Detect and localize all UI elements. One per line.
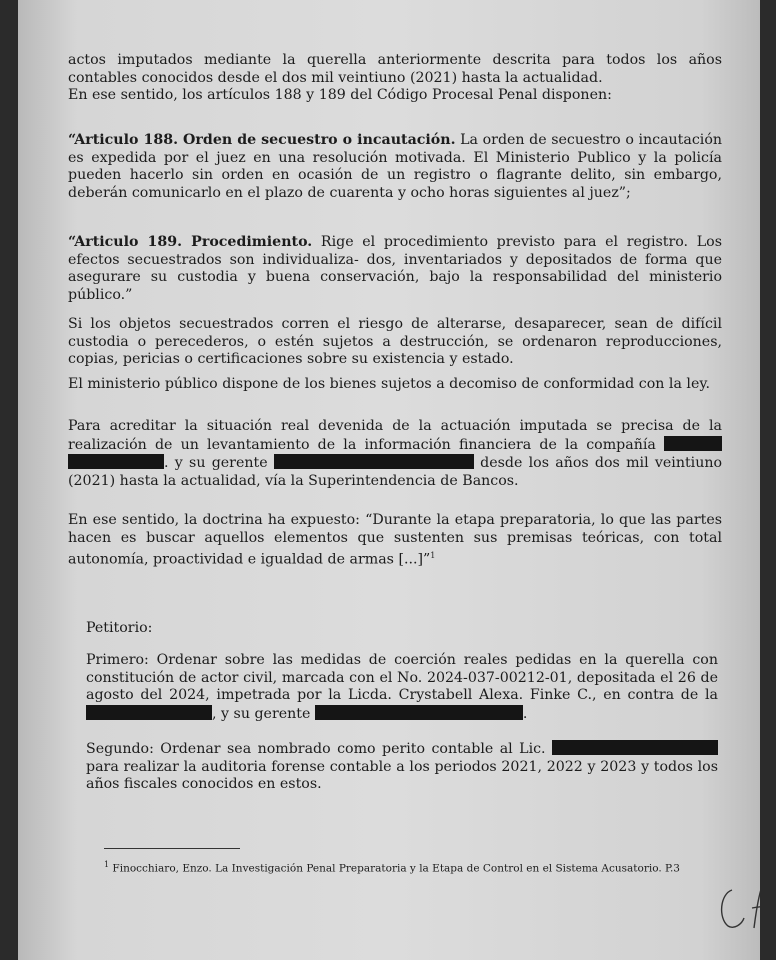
petitorio-heading: Petitorio:	[86, 620, 153, 636]
paragraph-riesgo: Si los objetos secuestrados corren el riesgo de alterarse, desaparecer, sean de difícil custodia o perecederos, o estén sujetos a destrucción, se ordenaron reproducciones, copias, pericias o certificaciones sobre su existencia y estado.	[68, 316, 722, 367]
footnote-number: 1	[104, 860, 110, 869]
segundo-text-b: para realizar la auditoria forense contable a los periodos 2021, 2022 y 2023 y todos los años fiscales conocidos en estos.	[86, 758, 718, 792]
article-189-body: Rige el procedimiento previsto para el registro. Los efectos secuestrados son individualiza- dos, inventariados y depositados de forma que asegurare su custodia y buena conservación, bajo la responsabilidad del ministerio público.”	[68, 234, 722, 303]
paragraph-acreditar	[68, 418, 722, 490]
redaction-block	[315, 705, 523, 720]
acreditar-text-b: . y su gerente	[164, 455, 268, 471]
article-188-body: La orden de secuestro o incautación es expedida por el juez en una resolución motivada. El Ministerio Publico y la policía pueden hacerlo sin orden en ocasión de un registro o flagrante delito, sin embargo, deberán comunicarlo en el plazo de cuarenta y ocho horas siguientes al juez”;	[68, 132, 722, 201]
redaction-block	[68, 454, 164, 469]
redaction-block	[86, 705, 212, 720]
article-189	[68, 234, 722, 304]
segundo-text-a: Segundo: Ordenar sea nombrado como perito contable al Lic.	[86, 741, 546, 757]
article-189-title: “Articulo 189. Procedimiento.	[68, 234, 313, 250]
redaction-block	[664, 436, 722, 451]
acreditar-text-c: desde los años dos mil veintiuno (2021) hasta la actualidad, vía la Superintendencia de Bancos.	[68, 455, 723, 489]
petitorio-primero	[86, 652, 718, 723]
primero-text-b: , y su gerente	[212, 705, 311, 722]
doctrina-text: En ese sentido, la doctrina ha expuesto: “Durante la etapa preparatoria, lo que las partes hacen es buscar aquellos elementos que sustenten sus premisas teóricas, con total autonomía, proactividad e igualdad de armas [...]”	[68, 512, 722, 568]
footnote-text: Finocchiaro, Enzo. La Investigación Penal Preparatoria y la Etapa de Control en el Sistema Acusatorio. P.3	[109, 862, 680, 875]
handwritten-initials-signature	[714, 876, 760, 936]
paragraph-ministerio: El ministerio público dispone de los bienes sujetos a decomiso de conformidad con la ley.	[68, 376, 710, 392]
redaction-block	[274, 454, 474, 469]
article-188	[68, 132, 722, 202]
article-188-title: “Articulo 188. Orden de secuestro o incautación.	[68, 132, 456, 148]
acreditar-text-a: Para acreditar la situación real devenida de la actuación imputada se precisa de la realización de un levantamiento de la información financiera de la compañía	[68, 418, 722, 453]
document-page	[18, 0, 760, 960]
footnote	[104, 858, 704, 876]
intro-text: actos imputados mediante la querella anteriormente descrita para todos los años contables conocidos desde el dos mil veintiuno (2021) hasta la actualidad.	[68, 52, 722, 86]
paragraph-intro	[68, 52, 722, 105]
redaction-block	[552, 740, 718, 755]
paragraph-doctrina	[68, 512, 722, 569]
primero-text-a: Primero: Ordenar sobre las medidas de coerción reales pedidas en la querella con constitución de actor civil, marcada con el No. 2024-037-00212-01, depositada el 26 de agosto del 2024, impetrada por la Licda. Crystabell Alexa. Finke C., en contra de la	[86, 652, 718, 703]
footnote-divider	[104, 848, 240, 849]
footnote-ref: 1	[430, 551, 436, 560]
petitorio-segundo	[86, 740, 718, 794]
primero-text-c: .	[522, 705, 528, 722]
intro-articles-text: En ese sentido, los artículos 188 y 189 del Código Procesal Penal disponen:	[68, 87, 612, 103]
